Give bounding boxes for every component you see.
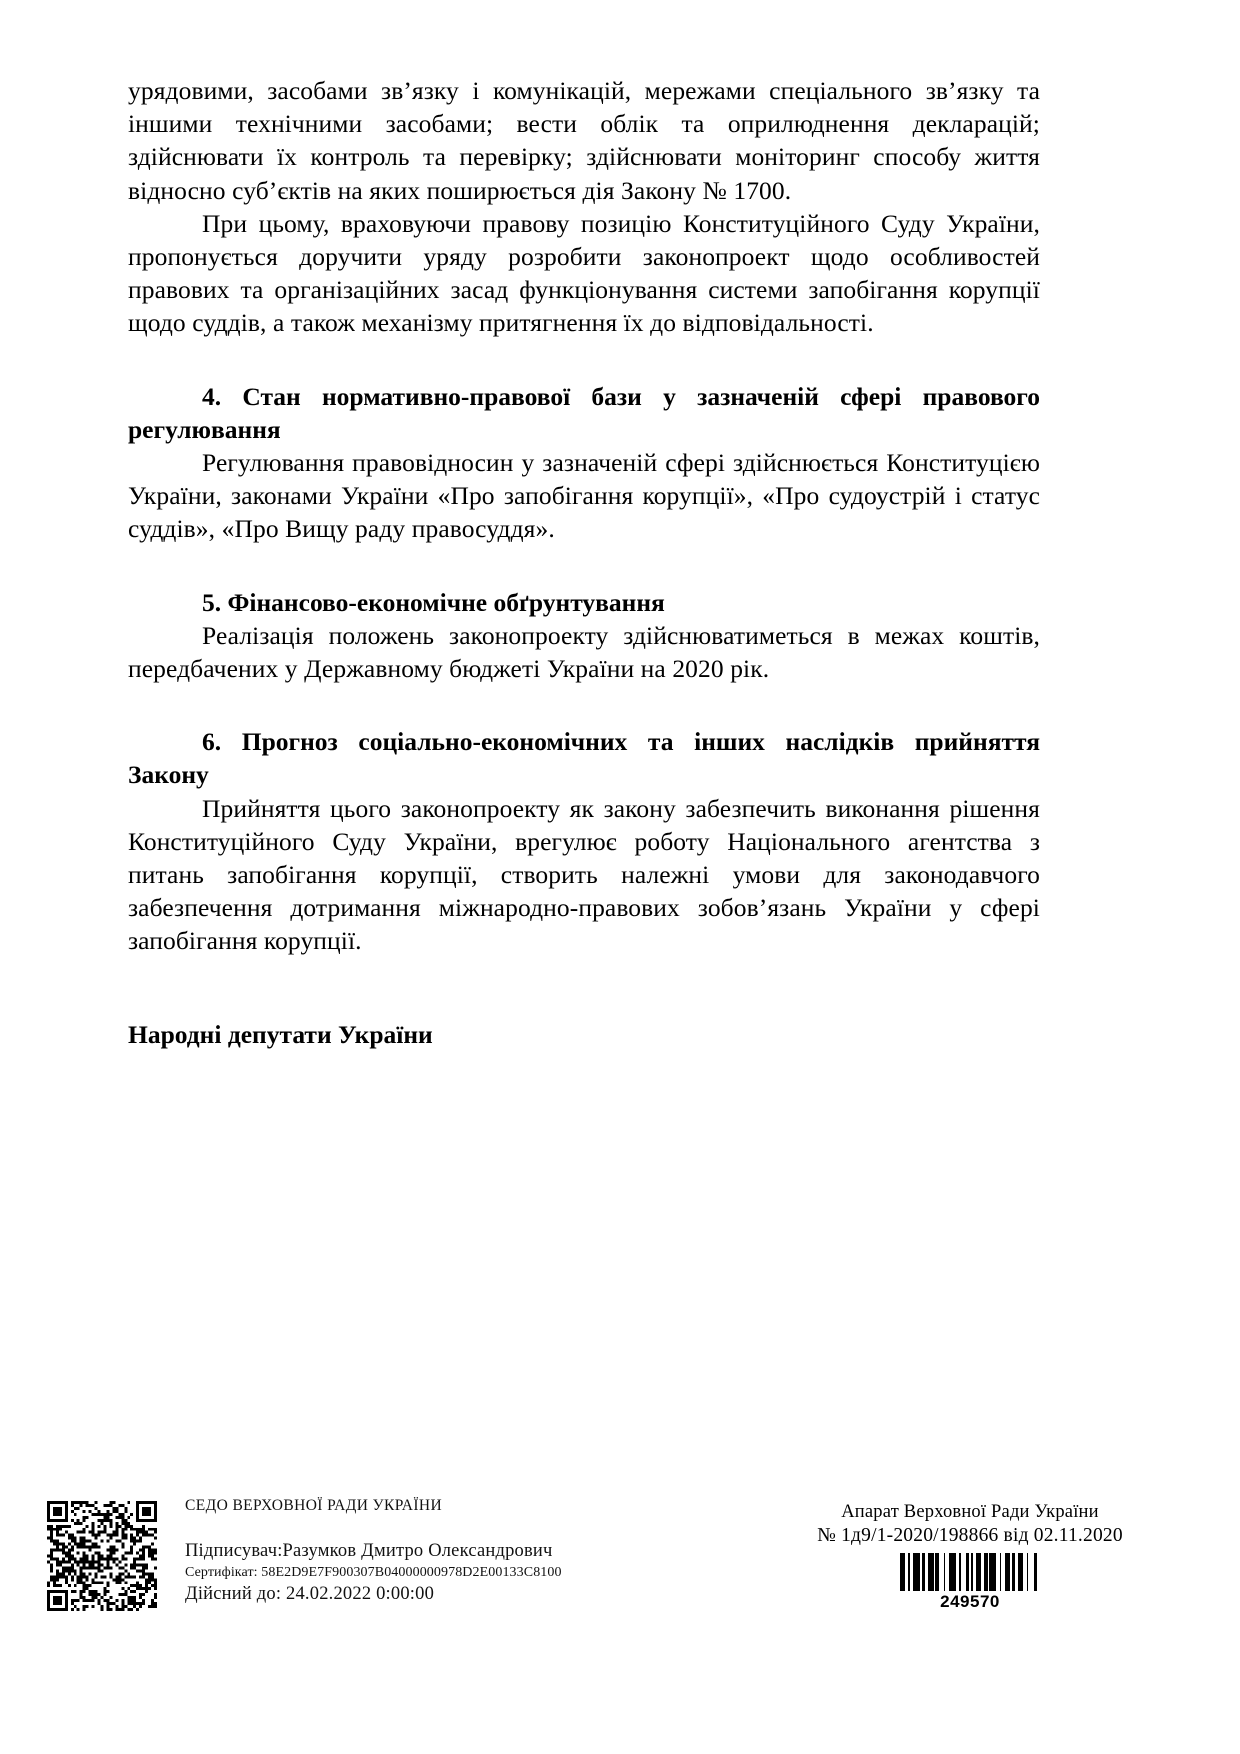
- qr-code-icon: [47, 1501, 157, 1611]
- paragraph-court-position: При цьому, враховуючи правову позицію Конституційного Суду України, пропонується доручити уряду розробити законопроект щодо особливостей правових та організаційних засад функціонування системи запобігання корупції щодо суддів, а також механізму притягнення їх до відповідальності.: [128, 208, 1040, 338]
- section-heading-5: 5. Фінансово-економічне обґрунтування: [202, 587, 665, 617]
- spacer: [128, 340, 1040, 380]
- section-body-6: Прийняття цього законопроекту як закону забезпечить виконання рішення Конституційного Суду України, врегулює роботу Національного агентства з питань запобігання корупції, створить належні умови для законодавчого забезпечення дотримання міжнародно-правових зобов’язань України у сфері запобігання корупції.: [128, 793, 1040, 956]
- section-heading-6: 6. Прогноз соціально-економічних та інших наслідків прийняття Закону: [128, 727, 1040, 790]
- document-body: [128, 74, 1040, 1051]
- apparat-registration-block: [760, 1502, 1180, 1612]
- apparat-registration-number: № 1д9/1-2020/198866 від 02.11.2020: [817, 1525, 1123, 1546]
- signature-line: Народні депутати України: [128, 1019, 433, 1049]
- sedo-title: СЕДО ВЕРХОВНОЇ РАДИ УКРАЇНИ: [185, 1497, 443, 1514]
- barcode-icon: [900, 1553, 1041, 1591]
- sedo-valid-until: Дійсний до: 24.02.2022 0:00:00: [185, 1584, 435, 1604]
- section-body-4: Регулювання правовідносин у зазначеній сфері здійснюється Конституцією України, законами України «Про запобігання корупції», «Про судоустрій і статус суддів», «Про Вищу раду правосуддя».: [128, 448, 1040, 544]
- section-body-5: Реалізація положень законопроекту здійснюватиметься в межах коштів, передбачених у Державному бюджеті України на 2020 рік.: [128, 620, 1040, 684]
- spacer: [128, 958, 1040, 1018]
- apparat-title: Апарат Верховної Ради України: [841, 1502, 1099, 1522]
- sedo-certificate: Сертифікат: 58E2D9E7F900307B04000000978D2E00133C8100: [185, 1565, 562, 1580]
- barcode-wrap: [760, 1553, 1180, 1612]
- section-heading-4: 4. Стан нормативно-правової бази у зазначеній сфері правового регулювання: [128, 381, 1040, 444]
- spacer: [128, 546, 1040, 586]
- sedo-signature-block: [47, 1497, 647, 1611]
- document-footer: [0, 1490, 1240, 1690]
- barcode-number: 249570: [940, 1592, 1000, 1611]
- spacer: [128, 685, 1040, 725]
- paragraph-continued: урядовими, засобами зв’язку і комунікацій, мережами спеціального зв’язку та іншими технічними засобами; вести облік та оприлюднення декларацій; здійснювати їх контроль та перевірку; здійснювати моніторинг способу життя відносно суб’єктів на яких поширюється дія Закону № 1700.: [128, 76, 1040, 205]
- sedo-text-block: [185, 1497, 562, 1605]
- sedo-signer: Підписувач:Разумков Дмитро Олександрович: [185, 1541, 553, 1561]
